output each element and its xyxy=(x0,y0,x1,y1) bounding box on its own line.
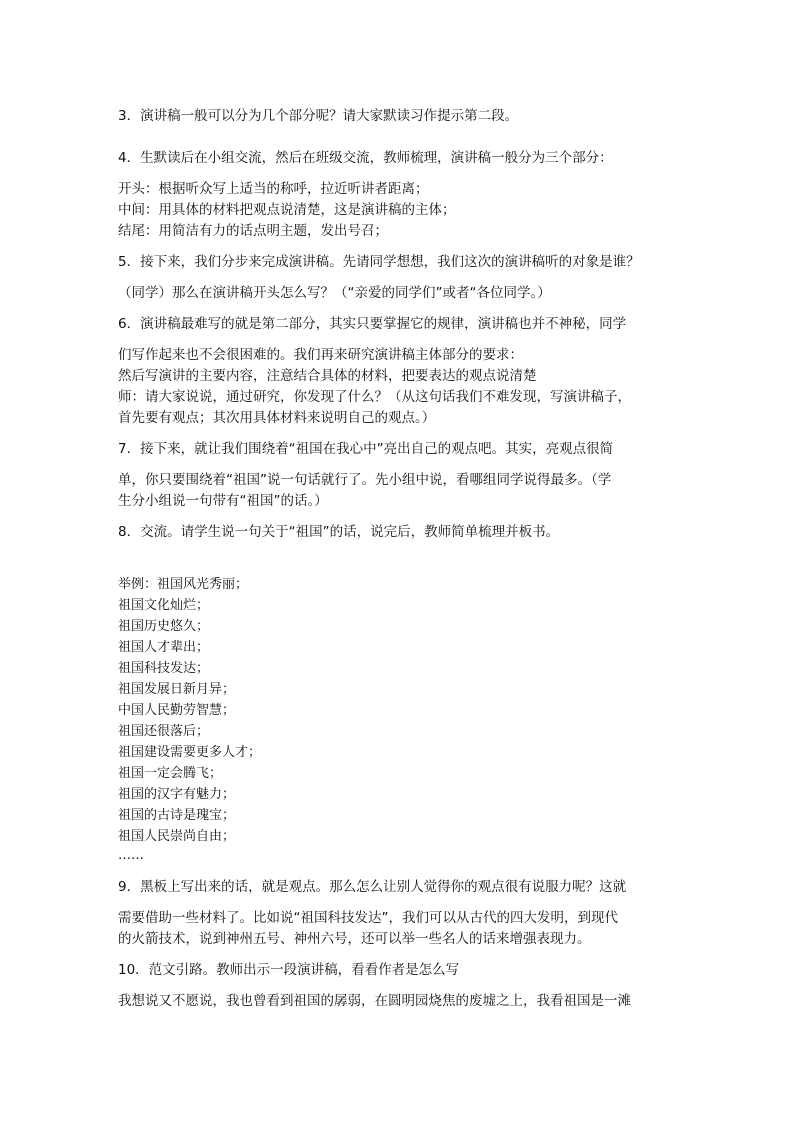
example-line: 祖国的汉字有魅力； xyxy=(118,787,236,802)
text-line: 5．接下来，我们分步来完成演讲稿。先请同学想想，我们这次的演讲稿听的对象是谁？ xyxy=(118,254,640,270)
example-line: 祖国人才辈出； xyxy=(118,640,210,655)
text-line: 开头：根据听众写上适当的称呼，拉近听讲者距离； xyxy=(118,181,429,197)
example-line: 祖国人民崇尚自由； xyxy=(118,829,236,844)
text-line: 4．生默读后在小组交流，然后在班级交流，教师梳理，演讲稿一般分为三个部分： xyxy=(118,150,613,166)
text-line: 3．演讲稿一般可以分为几个部分呢？请大家默读习作提示第二段。 xyxy=(118,108,519,124)
text-line: 生分小组说一句带有“祖国”的话。） xyxy=(118,493,328,509)
example-line: 祖国的古诗是瑰宝； xyxy=(118,808,236,823)
text-line: 8．交流。请学生说一句关于“祖国”的话，说完后，教师简单梳理并板书。 xyxy=(118,524,560,540)
text-line: 我想说又不愿说，我也曾看到祖国的孱弱，在圆明园烧焦的废墟之上，我看祖国是一滩 xyxy=(118,993,631,1009)
text-line: 中间：用具体的材料把观点说清楚，这是演讲稿的主体； xyxy=(118,202,456,218)
text-line: 单，你只要围绕着“祖国”说一句话就行了。先小组中说，看哪组同学说得最多。（学 xyxy=(118,472,612,488)
text-line: 10．范文引路。教师出示一段演讲稿，看看作者是怎么写 xyxy=(118,962,460,978)
example-line: 祖国历史悠久； xyxy=(118,619,210,634)
text-line: 7．接下来，就让我们围绕着“祖国在我心中”亮出自己的观点吧。其实，亮观点很简 xyxy=(118,441,614,457)
text-line: 的火箭技术，说到神州五号、神州六号，还可以举一些名人的话来增强表现力。 xyxy=(118,931,591,947)
text-line: 们写作起来也不会很困难的。我们再来研究演讲稿主体部分的要求： xyxy=(118,347,523,363)
text-line: 然后写演讲的主要内容，注意结合具体的材料，把要表达的观点说清楚 xyxy=(118,368,537,384)
example-line: 中国人民勤劳智慧； xyxy=(118,703,236,718)
example-line: 祖国发展日新月异； xyxy=(118,682,236,697)
text-line: 结尾：用简洁有力的话点明主题，发出号召； xyxy=(118,223,388,239)
text-line: （同学）那么在演讲稿开头怎么写？（“亲爱的同学们”或者“各位同学。） xyxy=(118,285,551,301)
text-line: 9．黑板上写出来的话，就是观点。那么怎么让别人觉得你的观点很有说服力呢？这就 xyxy=(118,879,627,895)
text-line: 6．演讲稿最难写的就是第二部分，其实只要掌握它的规律，演讲稿也并不神秘，同学 xyxy=(118,316,627,332)
text-line: 首先要有观点；其次用具体材料来说明自己的观点。） xyxy=(118,410,436,426)
text-line: 师：请大家说说，通过研究，你发现了什么？（从这句话我们不难发现，写演讲稿子， xyxy=(118,389,631,405)
example-line: 祖国还很落后； xyxy=(118,724,210,739)
ellipsis: …… xyxy=(118,848,144,863)
example-line: 祖国一定会腾飞； xyxy=(118,766,223,781)
text-line: 需要借助一些材料了。比如说“祖国科技发达”，我们可以从古代的四大发明，到现代 xyxy=(118,910,618,926)
example-line: 祖国建设需要更多人才； xyxy=(118,745,262,760)
example-line: 祖国文化灿烂； xyxy=(118,598,210,613)
example-line: 举例：祖国风光秀丽； xyxy=(118,577,249,592)
example-line: 祖国科技发达； xyxy=(118,661,210,676)
